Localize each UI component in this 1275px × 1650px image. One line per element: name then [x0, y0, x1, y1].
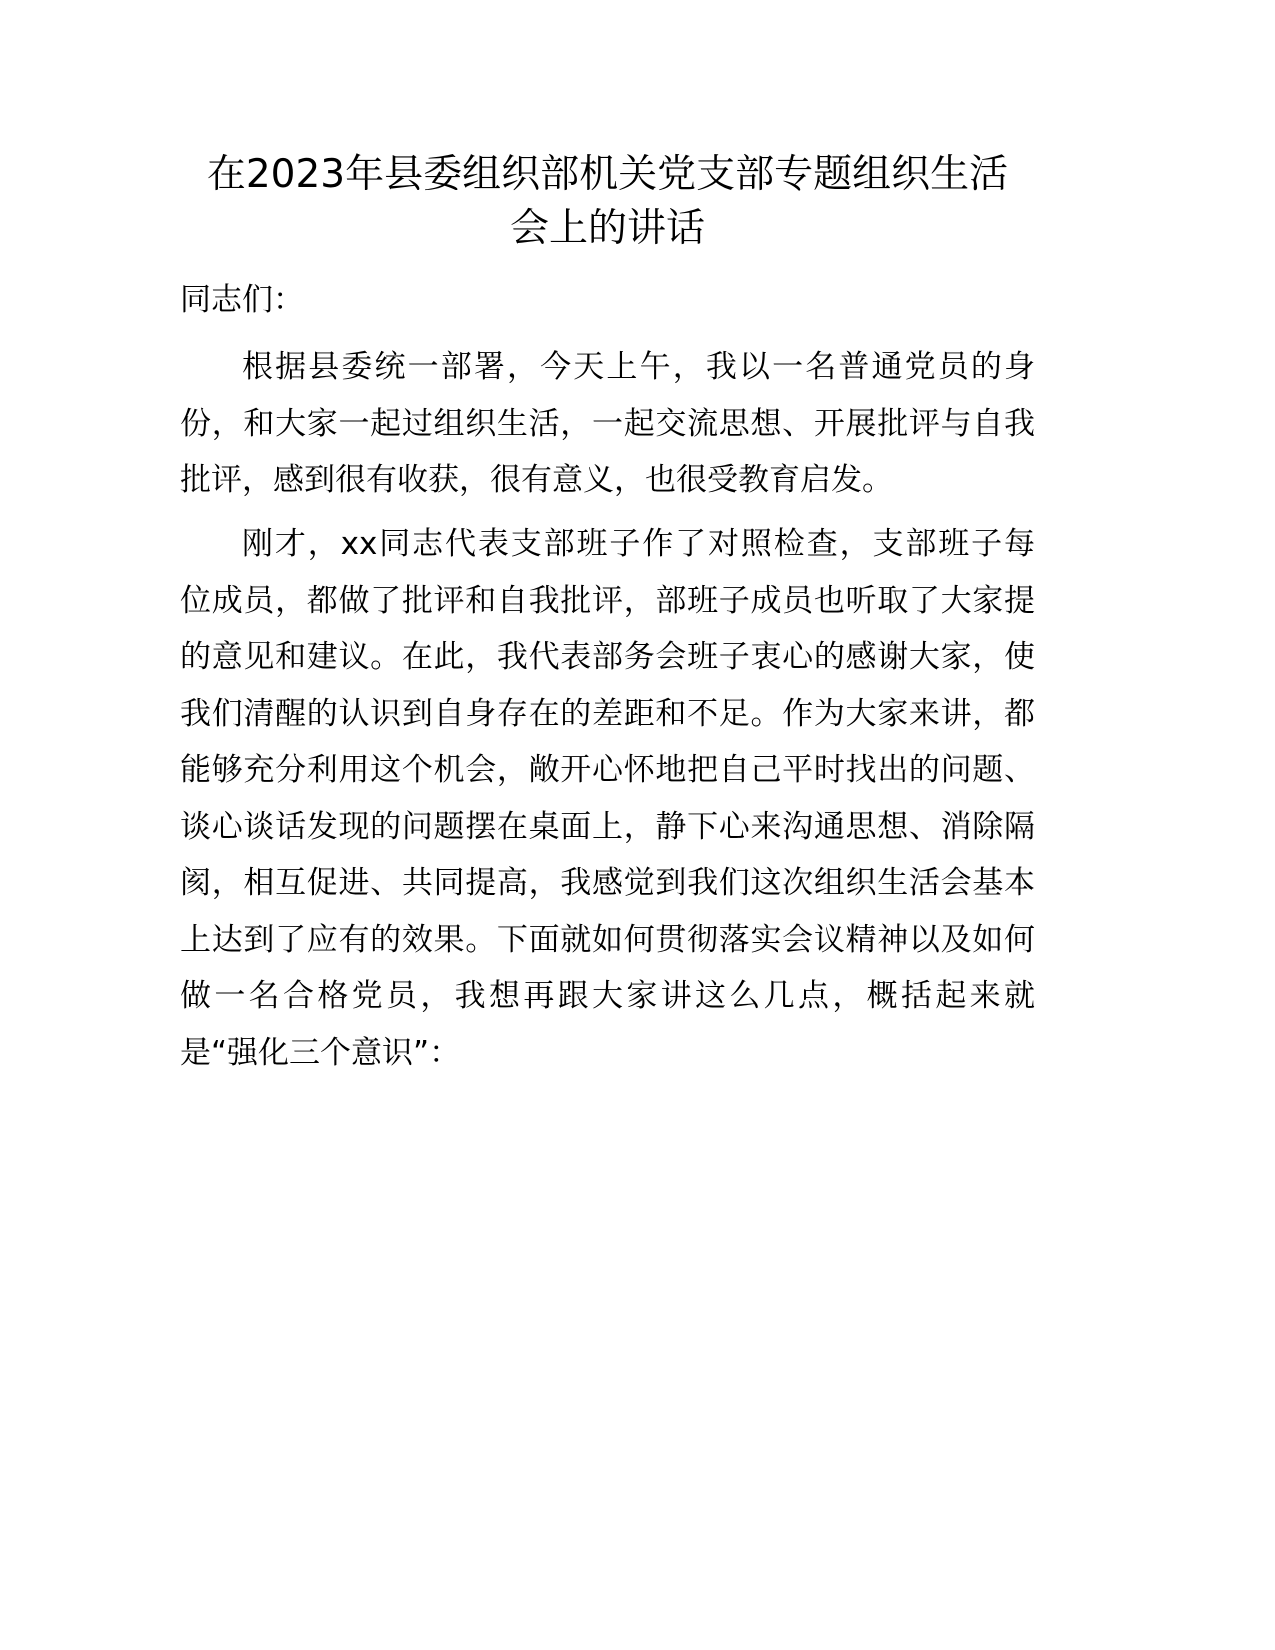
- document-title: [180, 148, 1035, 256]
- paragraph-2: [180, 516, 1035, 1081]
- text-line: 谈心谈话发现的问题摆在桌面上，静下心来沟通思想、消除隔: [180, 808, 1035, 845]
- text-line: 我们清醒的认识到自身存在的差距和不足。作为大家来讲，都: [180, 695, 1035, 732]
- text-line: 能够充分利用这个机会，敞开心怀地把自己平时找出的问题、: [180, 752, 1035, 788]
- text-line: 份，和大家一起过组织生活，一起交流思想、开展批评与自我: [180, 405, 1035, 442]
- text-line: 阂，相互促进、共同提高，我感觉到我们这次组织生活会基本: [180, 865, 1035, 901]
- text-line: 刚才，xx同志代表支部班子作了对照检查，支部班子每: [242, 526, 1035, 562]
- title-line: 会上的讲话: [509, 206, 705, 251]
- text-line: 上达到了应有的效果。下面就如何贯彻落实会议精神以及如何: [180, 921, 1035, 958]
- text-line: 是“强化三个意识”：: [180, 1034, 461, 1071]
- title-line: 在2023年县委组织部机关党支部专题组织生活: [206, 152, 1009, 197]
- salutation: 同志们：: [180, 282, 304, 318]
- text-line: 位成员，都做了批评和自我批评，部班子成员也听取了大家提: [180, 582, 1035, 619]
- text-line: 根据县委统一部署，今天上午，我以一名普通党员的身: [242, 349, 1035, 385]
- text-line: 批评，感到很有收获，很有意义，也很受教育启发。: [180, 462, 893, 498]
- paragraph-1: [180, 339, 1035, 509]
- text-line: 做一名合格党员，我想再跟大家讲这么几点，概括起来就: [180, 978, 1035, 1014]
- text-line: 的意见和建议。在此，我代表部务会班子衷心的感谢大家，使: [180, 639, 1035, 675]
